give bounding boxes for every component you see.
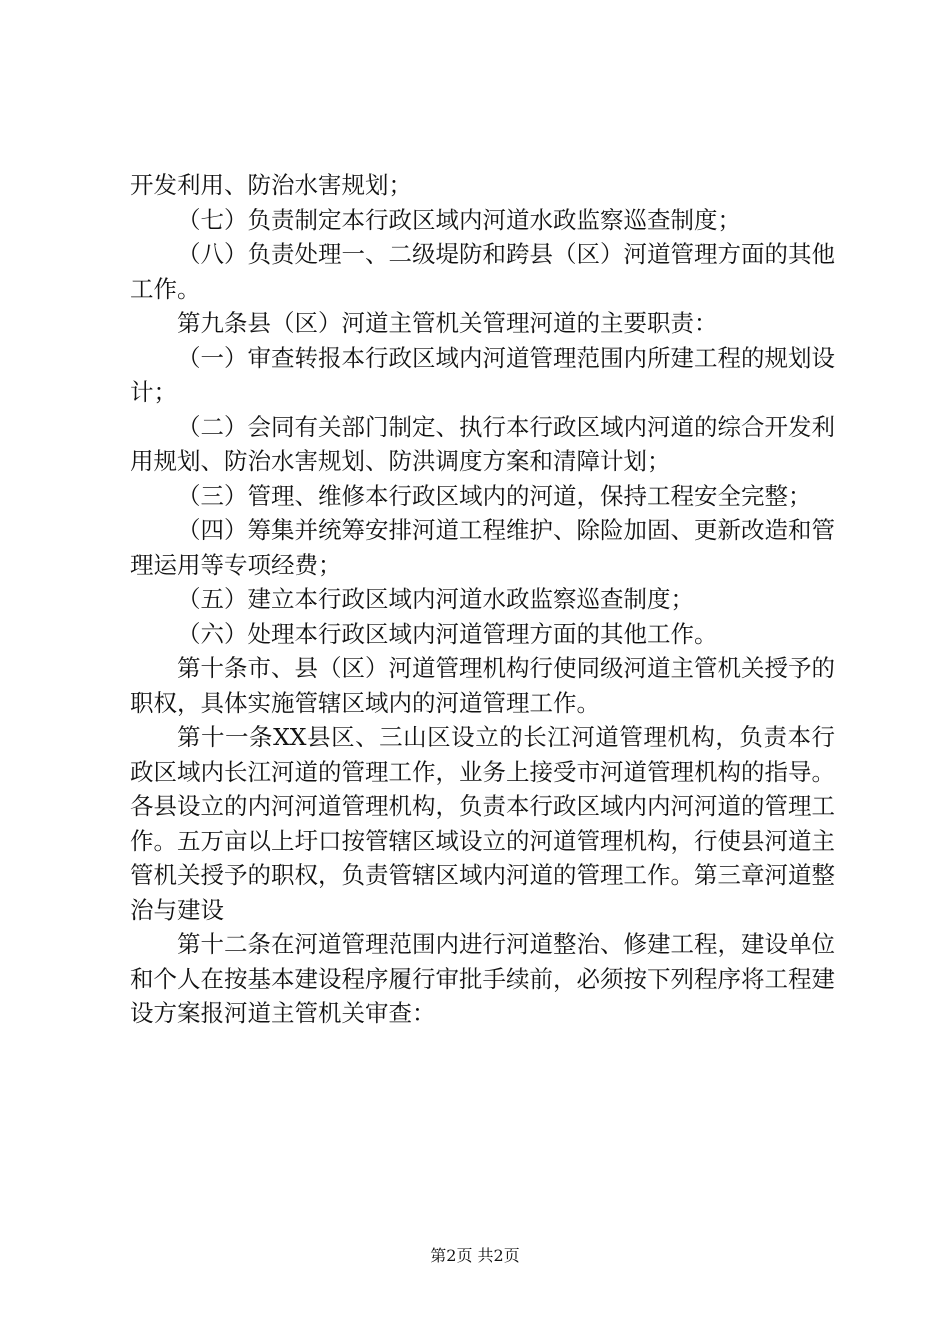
paragraph-article-10: 第十条市、县（区）河道管理机构行使同级河道主管机关授予的职权，具体实施管辖区域内的河道管理工作。 (130, 654, 835, 717)
paragraph-item-3: （三）管理、维修本行政区域内的河道，保持工程安全完整； (177, 481, 812, 510)
paragraph-article-12: 第十二条在河道管理范围内进行河道整治、修建工程，建设单位和个人在按基本建设程序履行审批手续前，必须按下列程序将工程建设方案报河道主管机关审查： (130, 930, 835, 1027)
paragraph-continuation: 开发利用、防治水害规划； (130, 171, 412, 199)
paragraph-item-6: （六）处理本行政区域内河道管理方面的其他工作。 (177, 619, 718, 648)
document-body (130, 168, 835, 1031)
page-number-footer: 第2页 共2页 (430, 1246, 520, 1265)
paragraph-item-4: （四）筹集并统筹安排河道工程维护、除险加固、更新改造和管理运用等专项经费； (130, 516, 835, 579)
paragraph-item-5: （五）建立本行政区域内河道水政监察巡查制度； (177, 585, 694, 613)
paragraph-item-1: （一）审查转报本行政区域内河道管理范围内所建工程的规划设计； (130, 343, 835, 406)
paragraph-item-8: （八）负责处理一、二级堤防和跨县（区）河道管理方面的其他工作。 (130, 240, 835, 303)
paragraph-item-7: （七）负责制定本行政区域内河道水政监察巡查制度； (177, 205, 741, 234)
paragraph-article-11: 第十一条XX县区、三山区设立的长江河道管理机构，负责本行政区域内长江河道的管理工作，业务上接受市河道管理机构的指导。各县设立的内河河道管理机构，负责本行政区域内内河河道的管理工作。五万亩以上圩口按管辖区域设立的河道管理机构，行使县河道主管机关授予的职权，负责管辖区域内河道的管理工作。第三章河道整治与建设 (130, 723, 835, 924)
paragraph-article-9: 第九条县（区）河道主管机关管理河道的主要职责： (177, 309, 718, 337)
paragraph-item-2: （二）会同有关部门制定、执行本行政区域内河道的综合开发利用规划、防治水害规划、防洪调度方案和清障计划； (130, 412, 835, 475)
